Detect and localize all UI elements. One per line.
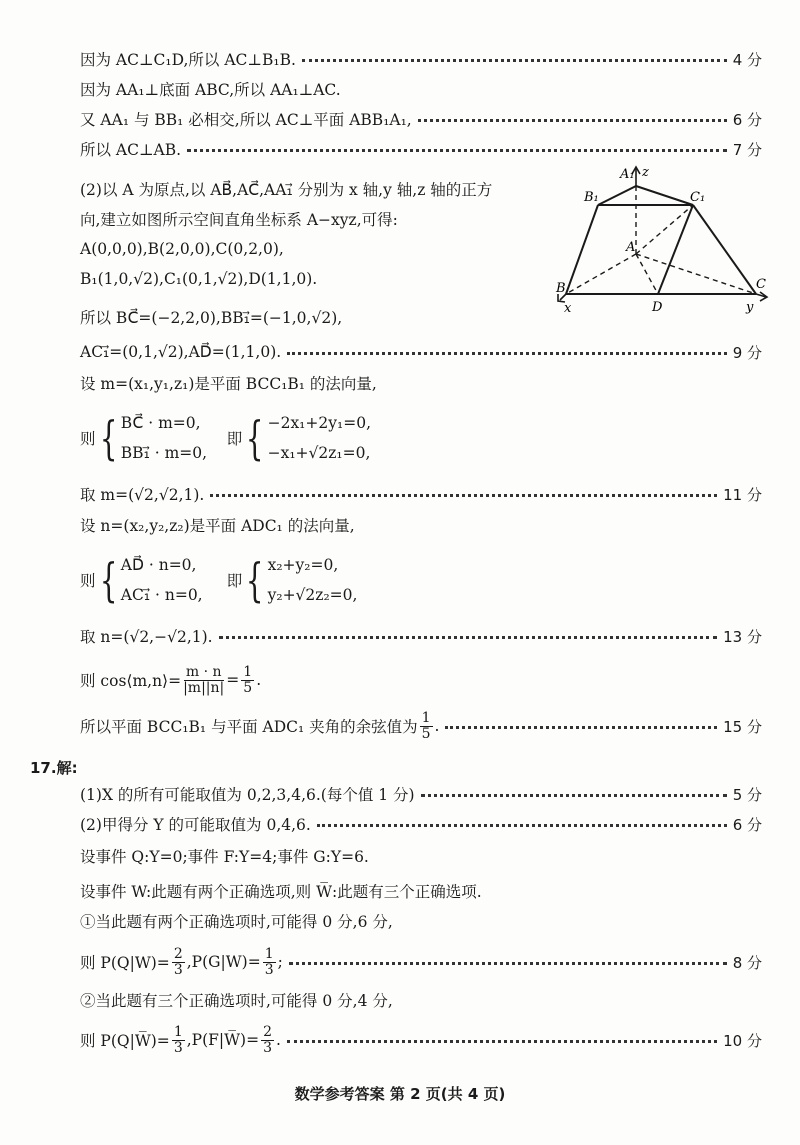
solution-line — [80, 708, 762, 744]
leader-dots — [289, 960, 727, 965]
score-label: 6 分 — [732, 815, 762, 834]
score-label: 4 分 — [732, 50, 762, 69]
score-label: 9 分 — [732, 343, 762, 362]
label-x: x — [564, 301, 572, 316]
left-brace: { — [246, 411, 264, 465]
equation: −x₁+√2z₁=0, — [267, 444, 371, 462]
system-mid: 即 — [226, 430, 243, 448]
solution-line — [80, 176, 492, 202]
leader-dots — [187, 147, 727, 152]
line-end: . — [434, 717, 440, 735]
equation: x₂+y₂=0, — [267, 556, 339, 574]
solution-line — [80, 266, 317, 292]
fraction-denominator: 5 — [243, 679, 253, 696]
line-text: 所以平面 BCC₁B₁ 与平面 ADC₁ 夹角的余弦值为 — [80, 718, 418, 736]
line-text: 所以 BC⃗=(−2,2,0),BB₁⃗=(−1,0,√2), — [80, 309, 343, 327]
system-mid: 即 — [226, 572, 243, 590]
equation-stack — [121, 412, 221, 464]
solution-line — [80, 481, 762, 507]
line-text: 因为 AA₁⊥底面 ABC,所以 AA₁⊥AC. — [80, 81, 341, 99]
solution-line — [80, 623, 762, 649]
equation-system — [80, 550, 357, 610]
line-text: ②当此题有三个正确选项时,可能得 0 分,4 分, — [80, 992, 393, 1010]
fraction — [183, 665, 224, 696]
line-text: (2)以 A 为原点,以 AB⃗,AC⃗,AA₁⃗ 分别为 x 轴,y 轴,z 轴的正方 — [80, 181, 493, 199]
line-end: ; — [277, 953, 283, 971]
system-lead: 则 — [80, 572, 96, 590]
line-text: 设事件 W:此题有两个正确选项,则 W̅:此题有三个正确选项. — [80, 883, 482, 901]
solution-line — [80, 206, 398, 232]
fraction — [241, 665, 254, 696]
label-a: A — [626, 240, 636, 255]
leader-dots — [445, 724, 717, 729]
fraction-denominator: 3 — [173, 961, 183, 978]
equation: −2x₁+2y₁=0, — [267, 414, 371, 432]
label-c: C — [756, 277, 766, 292]
fraction — [172, 1025, 185, 1056]
score-label: 13 分 — [723, 627, 762, 646]
solution-line — [80, 781, 762, 807]
line-text: A(0,0,0),B(2,0,0),C(0,2,0), — [80, 240, 284, 258]
line-text: AC₁⃗=(0,1,√2),AD⃗=(1,1,0). — [80, 343, 282, 361]
prism-figure — [548, 160, 778, 318]
edge-c-c1 — [693, 205, 756, 294]
line-text: (1)X 的所有可能取值为 0,2,3,4,6.(每个值 1 分) — [80, 786, 415, 804]
fraction-denominator: 3 — [264, 961, 274, 978]
label-b1: B₁ — [584, 190, 599, 205]
equation-stack — [268, 554, 358, 606]
score-label: 11 分 — [723, 485, 762, 504]
score-label: 15 分 — [723, 717, 762, 736]
solution-line — [80, 236, 284, 262]
leader-dots — [287, 1038, 717, 1043]
leader-dots — [418, 117, 727, 122]
line-text: ,P(G|W)= — [186, 953, 261, 971]
line-text: 设 n=(x₂,y₂,z₂)是平面 ADC₁ 的法向量, — [80, 517, 355, 535]
left-brace: { — [99, 553, 117, 607]
solution-line — [80, 908, 393, 934]
score-label: 10 分 — [723, 1031, 762, 1050]
score-label: 6 分 — [732, 110, 762, 129]
solution-line — [80, 512, 355, 538]
equation: BB₁⃗ · m=0, — [120, 444, 208, 462]
solution-line — [80, 987, 393, 1013]
leader-dots — [219, 634, 718, 639]
leader-dots — [210, 492, 717, 497]
solution-line — [80, 339, 762, 365]
line-text: (2)甲得分 Y 的可能取值为 0,4,6. — [80, 816, 311, 834]
leader-dots — [287, 350, 727, 355]
line-text: 则 P(Q|W)= — [80, 954, 170, 972]
fraction-denominator: 3 — [263, 1039, 273, 1056]
edge-a-b — [566, 254, 636, 294]
label-d: D — [652, 300, 663, 315]
fraction-numerator: 2 — [263, 1023, 273, 1040]
line-text: 因为 AC⊥C₁D,所以 AC⊥B₁B. — [80, 51, 296, 69]
fraction-numerator: m · n — [185, 663, 222, 680]
fraction-numerator: 1 — [243, 663, 253, 680]
edge-c1-d — [658, 205, 693, 294]
edge-a1-c1 — [636, 186, 693, 205]
leader-dots — [317, 822, 727, 827]
line-text: 取 n=(√2,−√2,1). — [80, 628, 213, 646]
line-text: 取 m=(√2,√2,1). — [80, 486, 205, 504]
score-label: 7 分 — [732, 140, 762, 159]
label-a1: A₁ — [620, 167, 635, 182]
left-brace: { — [246, 553, 264, 607]
page-footer: 数学参考答案 第 2 页(共 4 页) — [294, 1085, 506, 1103]
line-text: 又 AA₁ 与 BB₁ 必相交,所以 AC⊥平面 ABB₁A₁, — [80, 111, 412, 129]
fraction — [263, 947, 276, 978]
fraction-numerator: 1 — [173, 1023, 183, 1040]
equation: BC⃗ · m=0, — [120, 414, 201, 432]
score-label: 5 分 — [732, 785, 762, 804]
fraction-numerator: 2 — [173, 945, 183, 962]
solution-line — [80, 843, 369, 869]
line-text: 则 cos⟨m,n⟩= — [80, 672, 182, 690]
edge-a1-b1 — [598, 186, 636, 205]
line-end: . — [276, 1031, 281, 1049]
line-text: 所以 AC⊥AB. — [80, 141, 182, 159]
fraction-denominator: 3 — [173, 1039, 183, 1056]
fraction — [172, 947, 185, 978]
leader-dots — [302, 57, 727, 62]
equals-sign: = — [226, 671, 240, 689]
fraction-numerator: 1 — [421, 709, 431, 726]
equation: AD⃗ · n=0, — [120, 556, 197, 574]
left-brace: { — [99, 411, 117, 465]
equation-stack — [268, 412, 371, 464]
line-text: 则 P(Q|W̅)= — [80, 1032, 170, 1050]
line-text: 设事件 Q:Y=0;事件 F:Y=4;事件 G:Y=6. — [80, 848, 369, 866]
equation-stack — [121, 554, 221, 606]
fraction-denominator: 5 — [421, 725, 431, 742]
line-text: ,P(F|W̅)= — [186, 1031, 260, 1049]
solution-line — [80, 136, 762, 162]
solution-line — [80, 370, 377, 396]
question-heading: 17.解: — [30, 759, 78, 777]
solution-line — [80, 944, 762, 980]
solution-line — [80, 106, 762, 132]
system-lead: 则 — [80, 430, 96, 448]
solution-line — [80, 878, 482, 904]
equation: AC₁⃗ · n=0, — [120, 586, 203, 604]
equation-system — [80, 408, 371, 468]
line-text: 向,建立如图所示空间直角坐标系 A−xyz,可得: — [80, 211, 398, 229]
fraction — [420, 711, 433, 742]
label-c1: C₁ — [690, 190, 706, 205]
fraction-denominator: |m||n| — [183, 679, 225, 696]
solution-line — [80, 46, 762, 72]
solution-line — [80, 1022, 762, 1058]
edge-b-b1 — [566, 205, 598, 294]
fraction-numerator: 1 — [264, 945, 274, 962]
line-end: . — [256, 671, 262, 689]
line-text: B₁(1,0,√2),C₁(0,1,√2),D(1,1,0). — [80, 270, 318, 288]
label-z: z — [642, 165, 649, 180]
solution-line — [80, 811, 762, 837]
solution-line — [80, 662, 261, 698]
fraction — [261, 1025, 274, 1056]
label-y: y — [746, 300, 754, 315]
solution-line — [80, 76, 341, 102]
solution-line — [80, 304, 342, 330]
leader-dots — [421, 792, 727, 797]
line-text: 设 m=(x₁,y₁,z₁)是平面 BCC₁B₁ 的法向量, — [80, 375, 377, 393]
score-label: 8 分 — [732, 953, 762, 972]
label-b: B — [556, 281, 566, 296]
line-text: ①当此题有两个正确选项时,可能得 0 分,6 分, — [80, 913, 393, 931]
edge-a-c1 — [636, 205, 693, 254]
equation: y₂+√2z₂=0, — [267, 586, 358, 604]
